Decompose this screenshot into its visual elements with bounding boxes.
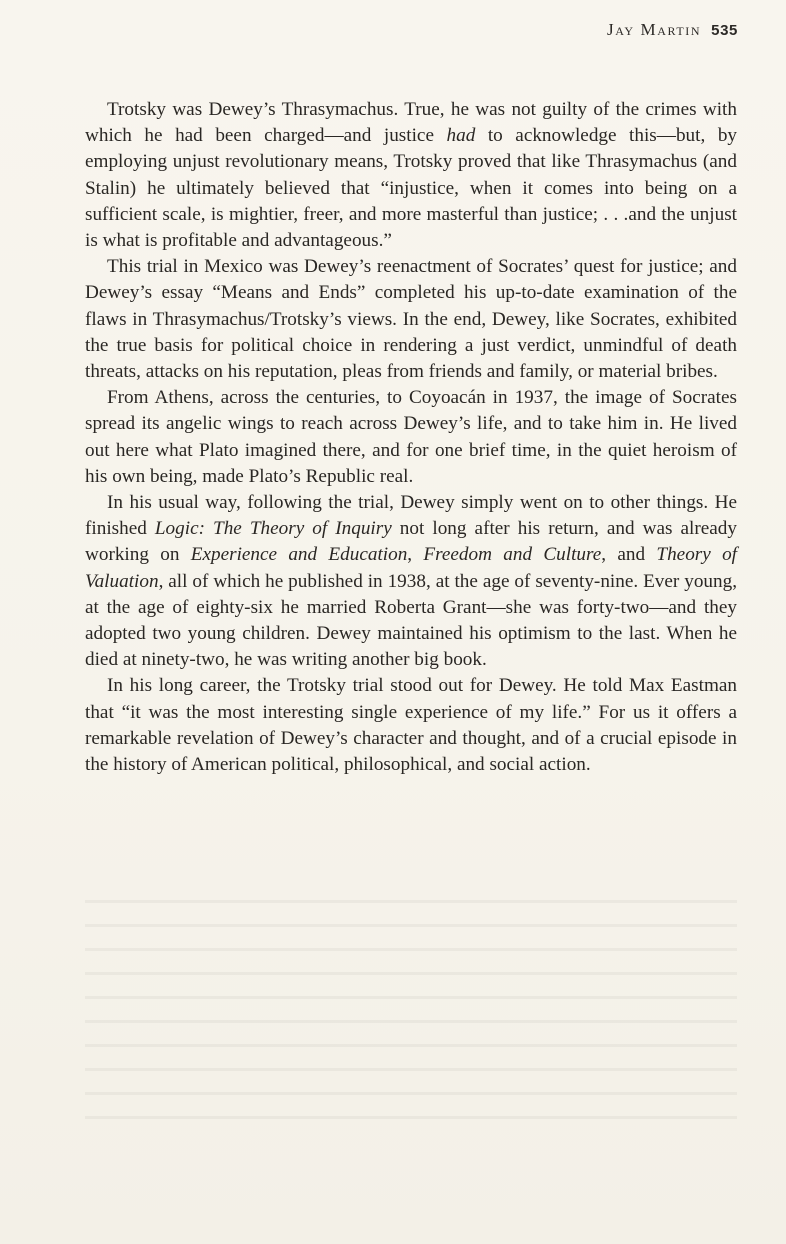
paragraph [85,254,737,385]
paragraph-text: From Athens, across the centuries, to Coyoacán in 1937, the image of Socrates spread its angelic wings to reach across Dewey’s life, and to take him in. He lived out here what Plato imagined there, and for one brief time, in the quiet heroism of his own being, made Plato’s Republic real. [85,387,737,487]
running-head [607,20,738,40]
paragraph [85,673,737,778]
paragraph-text: , [407,544,424,566]
body-text [85,97,737,778]
italic-title-text: Logic: The Theory of Inquiry [154,518,392,540]
paragraph [85,385,737,490]
paragraph [85,490,737,673]
running-head-author: Jay Martin [607,20,702,39]
paragraph-text: to acknowledge this—but, by employing unjust revolutionary means, Trotsky proved that like Thrasymachus (and Stalin) he ultimately believed that “injustice, when it comes into being on a sufficient scale, is mightier, freer, and more masterful than justice; . . .and the unjust is what is profitable and advantageous.” [85,125,738,252]
paragraph [85,97,737,254]
paragraph-text: , all of which he published in 1938, at the age of seventy-nine. Ever young, at the age of eighty-six he married Roberta Grant—she was forty-two—and they adopted two young children. Dewey maintained his optimism to the last. When he died at ninety-two, he was writing another big book. [85,570,737,671]
paragraph-text: In his usual way, following the trial, Dewey simply went on to other things. He finished [85,492,737,540]
italic-title-text: Theory of Valuation [85,544,737,592]
italic-title-text: Experience and Education [190,544,408,566]
paragraph-text: not long after his return, and was already working on [85,518,737,566]
show-through-texture [85,900,737,1160]
page-number: 535 [711,22,738,39]
paragraph-text: , and [601,544,657,566]
paragraph-text: In his long career, the Trotsky trial stood out for Dewey. He told Max Eastman that “it was the most interesting single experience of my life.” For us it offers a remarkable revelation of Dewey’s character and thought, and of a crucial episode in the history of American political, philosophical, and social action. [85,675,737,776]
italic-title-text: had [446,125,476,147]
paragraph-text: Trotsky was Dewey’s Thrasymachus. True, he was not guilty of the crimes with which he had been charged—and justice [85,99,737,147]
italic-title-text: Freedom and Culture [423,544,602,566]
paragraph-text: This trial in Mexico was Dewey’s reenactment of Socrates’ quest for justice; and Dewey’s essay “Means and Ends” completed his up-to-date examination of the flaws in Thrasymachus/Trotsky’s views. In the end, Dewey, like Socrates, exhibited the true basis for political choice in rendering a just verdict, unmindful of death threats, attacks on his reputation, pleas from friends and family, or material bribes. [85,256,737,383]
